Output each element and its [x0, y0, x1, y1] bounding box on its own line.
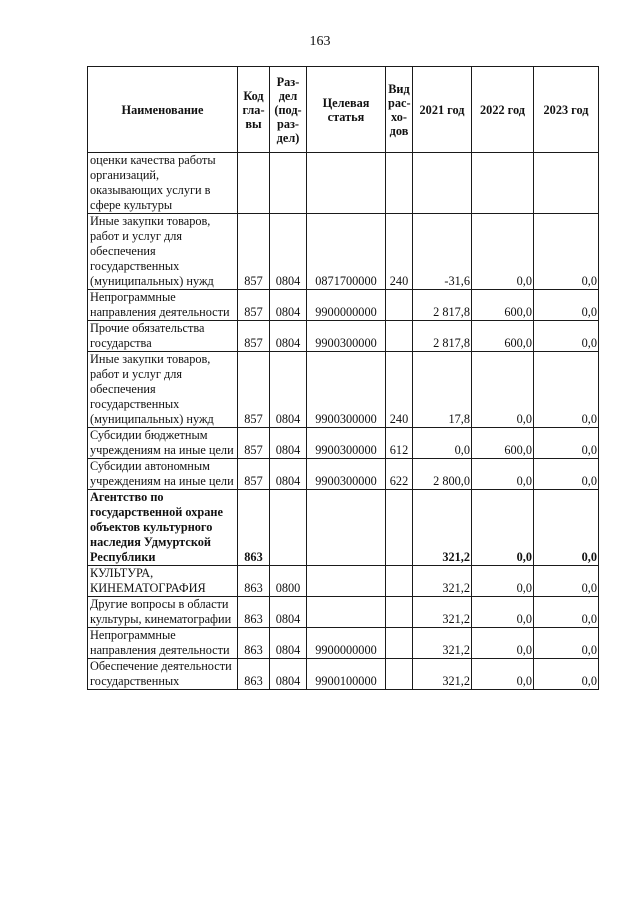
cell-name: Субсидии бюджетным учреждениям на иные цели [88, 428, 238, 459]
cell-code: 857 [238, 428, 270, 459]
cell-code: 863 [238, 597, 270, 628]
cell-name: КУЛЬТУРА, КИНЕМАТОГРАФИЯ [88, 566, 238, 597]
cell-expense [386, 490, 413, 566]
cell-y2023: 0,0 [534, 566, 599, 597]
cell-section: 0804 [270, 321, 307, 352]
cell-expense [386, 628, 413, 659]
table-row [88, 153, 599, 214]
header-section: Раз-дел (под-раз-дел) [270, 67, 307, 153]
table-row [88, 290, 599, 321]
cell-name: Другие вопросы в области культуры, кинематографии [88, 597, 238, 628]
header-2021: 2021 год [413, 67, 472, 153]
cell-name: Агентство по государственной охране объектов культурного наследия Удмуртской Республики [88, 490, 238, 566]
cell-y2022: 600,0 [472, 428, 534, 459]
cell-name: оценки качества работы организаций, оказывающих услуги в сфере культуры [88, 153, 238, 214]
cell-expense: 612 [386, 428, 413, 459]
cell-target: 9900000000 [307, 628, 386, 659]
cell-target: 9900300000 [307, 428, 386, 459]
cell-expense [386, 659, 413, 690]
cell-target: 9900300000 [307, 459, 386, 490]
cell-target: 9900300000 [307, 352, 386, 428]
cell-y2022: 0,0 [472, 214, 534, 290]
cell-y2022: 600,0 [472, 290, 534, 321]
cell-code: 857 [238, 290, 270, 321]
cell-y2023: 0,0 [534, 352, 599, 428]
cell-section: 0804 [270, 659, 307, 690]
cell-code: 857 [238, 214, 270, 290]
cell-y2021: 2 817,8 [413, 290, 472, 321]
cell-expense: 240 [386, 352, 413, 428]
cell-name: Субсидии автономным учреждениям на иные цели [88, 459, 238, 490]
cell-y2021: 321,2 [413, 597, 472, 628]
header-row [88, 67, 599, 153]
cell-target: 9900300000 [307, 321, 386, 352]
table-row [88, 428, 599, 459]
header-name: Наименование [88, 67, 238, 153]
cell-section: 0804 [270, 290, 307, 321]
cell-section: 0804 [270, 214, 307, 290]
cell-code: 857 [238, 352, 270, 428]
cell-y2022: 0,0 [472, 352, 534, 428]
cell-y2023: 0,0 [534, 459, 599, 490]
cell-name: Обеспечение деятельности государственных [88, 659, 238, 690]
cell-y2022: 0,0 [472, 490, 534, 566]
cell-name: Непрограммные направления деятельности [88, 628, 238, 659]
cell-code: 857 [238, 459, 270, 490]
cell-code: 863 [238, 566, 270, 597]
cell-code: 863 [238, 659, 270, 690]
cell-y2022 [472, 153, 534, 214]
cell-expense [386, 597, 413, 628]
table-row [88, 321, 599, 352]
cell-target: 9900100000 [307, 659, 386, 690]
cell-y2023: 0,0 [534, 597, 599, 628]
cell-y2021: 321,2 [413, 566, 472, 597]
cell-expense [386, 321, 413, 352]
cell-target [307, 153, 386, 214]
cell-y2023 [534, 153, 599, 214]
page-number: 163 [309, 34, 331, 49]
table-row [88, 352, 599, 428]
cell-section [270, 153, 307, 214]
cell-y2021: 2 800,0 [413, 459, 472, 490]
cell-y2023: 0,0 [534, 490, 599, 566]
table-row [88, 597, 599, 628]
cell-code: 863 [238, 628, 270, 659]
cell-y2021: -31,6 [413, 214, 472, 290]
cell-y2022: 0,0 [472, 566, 534, 597]
table-row [88, 659, 599, 690]
cell-y2021: 321,2 [413, 659, 472, 690]
cell-expense: 622 [386, 459, 413, 490]
table-row [88, 459, 599, 490]
cell-y2023: 0,0 [534, 290, 599, 321]
cell-expense [386, 290, 413, 321]
cell-y2023: 0,0 [534, 628, 599, 659]
cell-target [307, 597, 386, 628]
cell-y2023: 0,0 [534, 321, 599, 352]
cell-code: 857 [238, 321, 270, 352]
cell-section: 0800 [270, 566, 307, 597]
cell-y2021: 2 817,8 [413, 321, 472, 352]
cell-section: 0804 [270, 428, 307, 459]
cell-section: 0804 [270, 459, 307, 490]
cell-name: Иные закупки товаров, работ и услуг для обеспечения государственных (муниципальных) нужд [88, 352, 238, 428]
cell-expense [386, 566, 413, 597]
cell-y2022: 0,0 [472, 459, 534, 490]
cell-y2023: 0,0 [534, 659, 599, 690]
header-code: Код гла-вы [238, 67, 270, 153]
cell-target: 0871700000 [307, 214, 386, 290]
cell-section: 0804 [270, 628, 307, 659]
cell-y2022: 0,0 [472, 659, 534, 690]
budget-table [87, 66, 599, 690]
cell-section [270, 490, 307, 566]
cell-y2021: 321,2 [413, 490, 472, 566]
cell-y2023: 0,0 [534, 428, 599, 459]
cell-y2021: 0,0 [413, 428, 472, 459]
cell-target [307, 566, 386, 597]
header-expense: Вид рас-хо-дов [386, 67, 413, 153]
cell-name: Иные закупки товаров, работ и услуг для обеспечения государственных (муниципальных) нужд [88, 214, 238, 290]
cell-code [238, 153, 270, 214]
cell-y2021: 17,8 [413, 352, 472, 428]
cell-y2022: 600,0 [472, 321, 534, 352]
cell-name: Прочие обязательства государства [88, 321, 238, 352]
cell-target [307, 490, 386, 566]
table-row [88, 490, 599, 566]
cell-name: Непрограммные направления деятельности [88, 290, 238, 321]
cell-y2023: 0,0 [534, 214, 599, 290]
cell-y2022: 0,0 [472, 628, 534, 659]
table-header [88, 67, 599, 153]
table-row [88, 566, 599, 597]
table-row [88, 214, 599, 290]
cell-expense [386, 153, 413, 214]
table-body [88, 153, 599, 690]
cell-expense: 240 [386, 214, 413, 290]
header-target: Целевая статья [307, 67, 386, 153]
cell-section: 0804 [270, 597, 307, 628]
table-row [88, 628, 599, 659]
cell-section: 0804 [270, 352, 307, 428]
cell-target: 9900000000 [307, 290, 386, 321]
cell-y2021 [413, 153, 472, 214]
cell-y2021: 321,2 [413, 628, 472, 659]
cell-y2022: 0,0 [472, 597, 534, 628]
header-2023: 2023 год [534, 67, 599, 153]
header-2022: 2022 год [472, 67, 534, 153]
cell-code: 863 [238, 490, 270, 566]
